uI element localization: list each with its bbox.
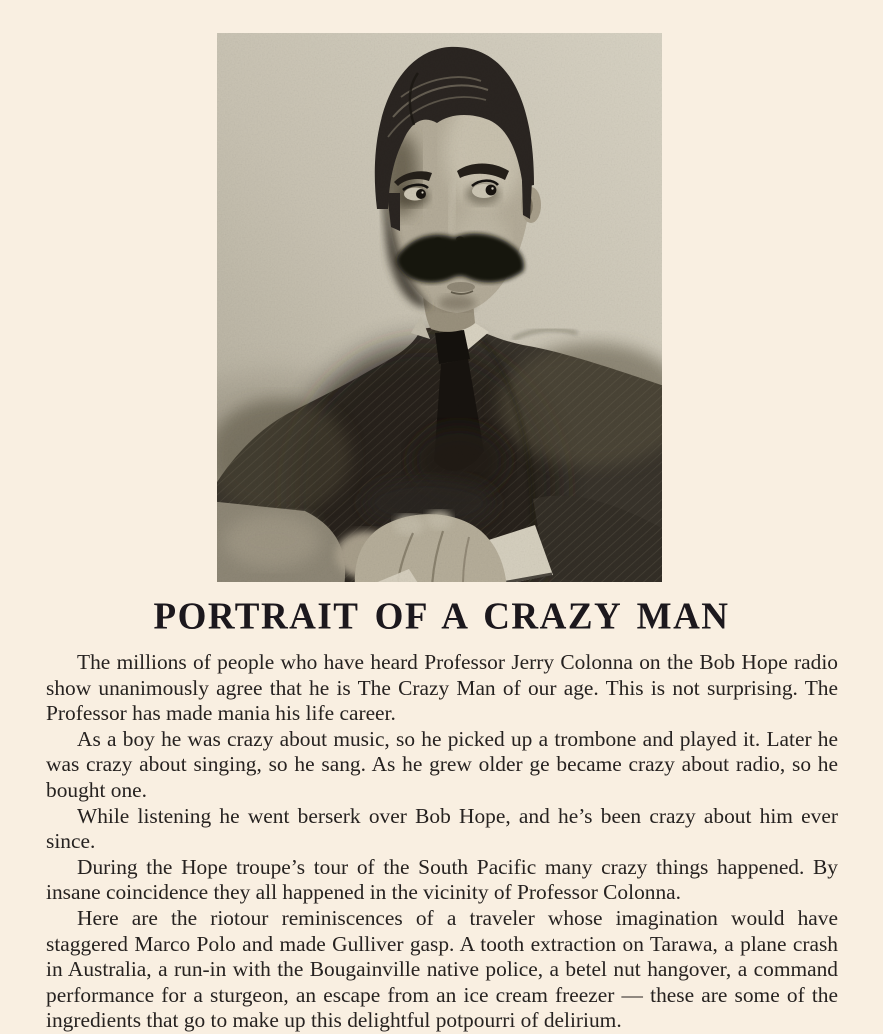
article-paragraph: While listening he went berserk over Bob Hope, and he’s been crazy about him ever since. [46, 803, 838, 854]
portrait-photo [217, 33, 662, 582]
article-paragraph: The millions of people who have heard Professor Jerry Colonna on the Bob Hope radio show unanimously agree that he is The Crazy Man of our age. This is not surprising. The Professor has made mania his life career. [46, 650, 838, 726]
photo-grain-texture [217, 33, 662, 582]
article-paragraph: Here are the riotour reminiscences of a traveler whose imagination would have staggered Marco Polo and made Gulliver gasp. A tooth extraction on Tarawa, a plane crash in Australia, a run-in with the Bougainville native police, a betel nut hangover, a command performance for a sturgeon, an escape from an ice cream freezer — these are some of the ingredients that go to make up this delightful potpourri of delirium. [46, 905, 838, 1033]
portrait-illustration [217, 33, 662, 582]
article-body [46, 650, 838, 1034]
article-title: PORTRAIT OF A CRAZY MAN [153, 595, 730, 638]
article-paragraph: As a boy he was crazy about music, so he picked up a trombone and played it. Later he was crazy about singing, so he sang. As he grew older ge became crazy about radio, so he bought one. [46, 726, 838, 802]
article-paragraph: During the Hope troupe’s tour of the South Pacific many crazy things happened. By insane coincidence they all happened in the vicinity of Professor Colonna. [46, 854, 838, 905]
